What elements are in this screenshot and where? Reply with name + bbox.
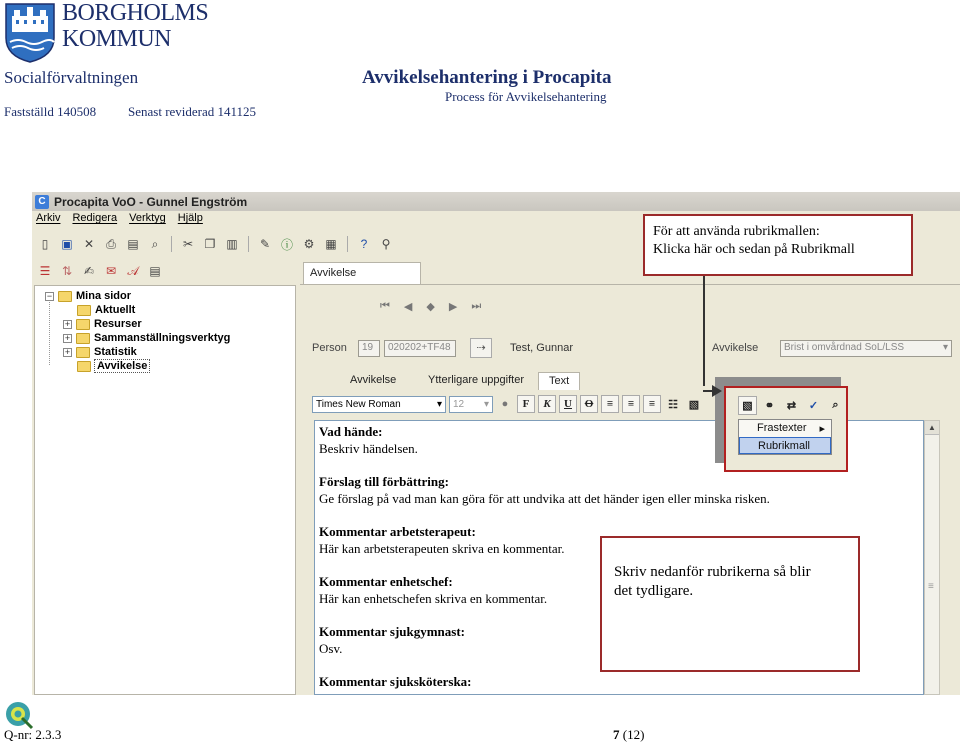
expand-icon[interactable]: + [64,346,71,357]
tree-item-statistik[interactable]: + Statistik [64,346,137,358]
established-date: Fastställd 140508 [4,104,97,119]
main-toolbar [34,232,395,256]
underline-button[interactable]: U [559,395,577,413]
help-icon[interactable]: ? [360,237,368,251]
current-record-icon[interactable]: ◆ [426,301,435,313]
editor-heading: Kommentar sjuksköterska: [319,674,472,689]
menu-arkiv[interactable]: Arkiv [36,212,61,224]
editor-heading: Kommentar enhetschef: [319,574,453,589]
align-center-icon[interactable]: ≡ [622,395,640,413]
find-icon[interactable]: ⌕ [151,236,159,251]
grid-icon[interactable]: ▦ [325,237,337,251]
context-help-icon[interactable]: ⚲ [381,237,391,251]
menu-redigera[interactable]: Redigera [72,212,118,224]
binoculars-icon[interactable]: ⚭ [764,400,775,412]
font-select[interactable]: Times New Roman ▾ [312,396,446,413]
font-icon[interactable]: 𝒜 [127,263,139,278]
format-toolbar [312,392,960,416]
bold-button[interactable]: F [517,395,535,413]
tree-item-avvikelse[interactable]: Avvikelse [77,359,149,373]
template-menu [738,419,832,455]
next-record-icon[interactable]: ▶ [448,301,458,313]
template-icon[interactable]: ▧ [738,396,757,415]
delete-icon[interactable]: ✕ [83,237,95,251]
menu-item-frastexter[interactable]: Frastexter ▸ [757,422,825,435]
scroll-up-icon[interactable]: ▲ [925,421,939,435]
document-title: Avvikelsehantering i Procapita [362,67,612,88]
toolbar-separator [347,236,348,252]
subtab-avvikelse[interactable]: Avvikelse [350,374,397,386]
menubar [32,212,203,230]
menu-hjalp[interactable]: Hjälp [177,212,203,224]
expand-icon[interactable]: + [64,332,71,343]
menu-verktyg[interactable]: Verktyg [129,212,166,224]
q-number: Q-nr: 2.3.3 [4,727,62,742]
align-left-icon[interactable]: ≡ [601,395,619,413]
highlighted-popup [724,386,848,472]
tree-item-mina-sidor[interactable]: − Mina sidor [46,290,132,302]
editor-body: Här kan arbetsterapeuten skriva en kommentar. [319,541,565,556]
chevron-down-icon: ▾ [436,398,442,410]
font-size-select[interactable]: 12 ▾ [449,396,493,413]
mail-icon[interactable]: ✉ [105,264,117,278]
record-navigation [300,284,960,328]
toolbar-separator [171,236,172,252]
toolbar-separator [248,236,249,252]
navigation-tree [34,285,296,695]
revised-date: Senast reviderad 141125 [128,104,257,119]
submenu-arrow-icon: ▸ [819,423,825,435]
editor-body: Här kan enhetschefen skriva en kommentar. [319,591,548,606]
last-record-icon[interactable]: ⏭ [471,300,482,312]
folder-icon [76,347,90,358]
settings-icon[interactable]: ⚙ [303,237,315,251]
template-icon[interactable]: ▧ [688,398,700,411]
menu-item-rubrikmall[interactable]: Rubrikmall [739,437,831,454]
scroll-grip-icon[interactable]: ≡ [928,581,934,592]
callout-arrow-line [703,276,705,386]
editor-body: Beskriv händelsen. [319,441,418,456]
tree-item-aktuellt[interactable]: Aktuellt [77,303,135,317]
tab-avvikelse[interactable]: Avvikelse [303,262,421,284]
color-icon[interactable]: ● [501,398,509,410]
org-name: BORGHOLMS KOMMUN [62,0,209,52]
window-titlebar [32,192,960,211]
secondary-toolbar [34,260,164,282]
list-icon[interactable]: ☰ [39,264,51,278]
editor-scrollbar[interactable] [924,420,940,695]
editor-heading: Vad hände: [319,424,383,439]
strikethrough-button[interactable]: O [580,395,598,413]
new-document-icon[interactable]: ▯ [41,237,49,251]
tree-line [49,300,50,366]
expand-icon[interactable]: + [64,318,71,329]
folder-icon [77,305,91,316]
tree-item-resurser[interactable]: + Resurser [64,318,142,330]
previous-record-icon[interactable]: ◀ [403,301,413,313]
person-row [300,328,960,368]
callout-top: För att använda rubrikmallen: Klicka här och sedan på Rubrikmall [643,214,913,276]
quality-logo [4,700,34,730]
department: Socialförvaltningen [4,68,139,87]
folder-icon [58,291,72,302]
editor-body: Osv. [319,641,343,656]
editor-body: Ge förslag på vad man kan göra för att undvika att det händer igen eller minska risken. [319,491,770,506]
tree-item-sammanstallningsverktyg[interactable]: + Sammanställningsverktyg [64,332,231,344]
chevron-down-icon: ▾ [483,398,489,410]
editor-heading: Förslag till förbättring: [319,474,449,489]
person-id-field[interactable]: 020202+TF48 [384,340,456,357]
chevron-down-icon: ▾ [942,341,948,353]
popup-toolbar [738,396,845,415]
person-number-field[interactable]: 19 [358,340,380,357]
subtab-text[interactable]: Text [538,372,580,390]
deviation-type-select[interactable]: Brist i omvårdnad SoL/LSS ▾ [780,340,952,357]
save-icon[interactable]: ▣ [61,237,73,251]
window-title: Procapita VoO - Gunnel Engström [54,194,248,209]
first-record-icon[interactable]: ⏮ [380,300,390,312]
person-lookup-icon[interactable]: ⇢ [470,338,492,358]
bullet-list-icon[interactable]: ☷ [668,398,678,411]
subtab-ytterligare-uppgifter[interactable]: Ytterligare uppgifter [428,374,524,386]
folder-icon [76,319,90,330]
person-label: Person [312,342,347,354]
callout-arrow-icon [712,385,722,397]
sort-icon[interactable]: ⇅ [61,264,73,278]
folder-icon [76,333,90,344]
collapse-icon[interactable]: − [46,290,53,301]
info-icon[interactable]: ⓘ [280,237,293,252]
copy-icon[interactable]: ❐ [204,237,216,251]
print-icon[interactable]: ⎙ [106,236,116,251]
page-number: 7 (12) [613,727,645,742]
print-preview-icon[interactable]: ▤ [127,237,139,251]
municipality-logo [4,2,56,64]
document-subtitle: Process för Avvikelsehantering [445,89,607,104]
zoom-icon[interactable]: ⌕ [832,399,839,411]
align-right-icon[interactable]: ≡ [643,395,661,413]
procapita-app-icon: C [35,195,49,209]
callout-bottom: Skriv nedanför rubrikerna så blir det tydligare. [600,536,860,672]
subtab-bar [300,368,960,390]
tools-icon[interactable]: ✎ [259,237,271,251]
paste-icon[interactable]: ▥ [226,237,238,251]
deviation-label: Avvikelse [712,342,759,354]
cut-icon[interactable]: ✂ [182,237,194,251]
folder-icon [77,361,91,372]
italic-button[interactable]: K [538,395,556,413]
replace-icon[interactable]: ⇄ [786,400,797,412]
editor-heading: Kommentar arbetsterapeut: [319,524,476,539]
person-name: Test, Gunnar [510,342,573,354]
note-icon[interactable]: ✍ [83,264,95,278]
spellcheck-icon[interactable]: ✓ [808,400,819,412]
editor-heading: Kommentar sjukgymnast: [319,624,466,639]
document-icon[interactable]: ▤ [149,264,161,278]
